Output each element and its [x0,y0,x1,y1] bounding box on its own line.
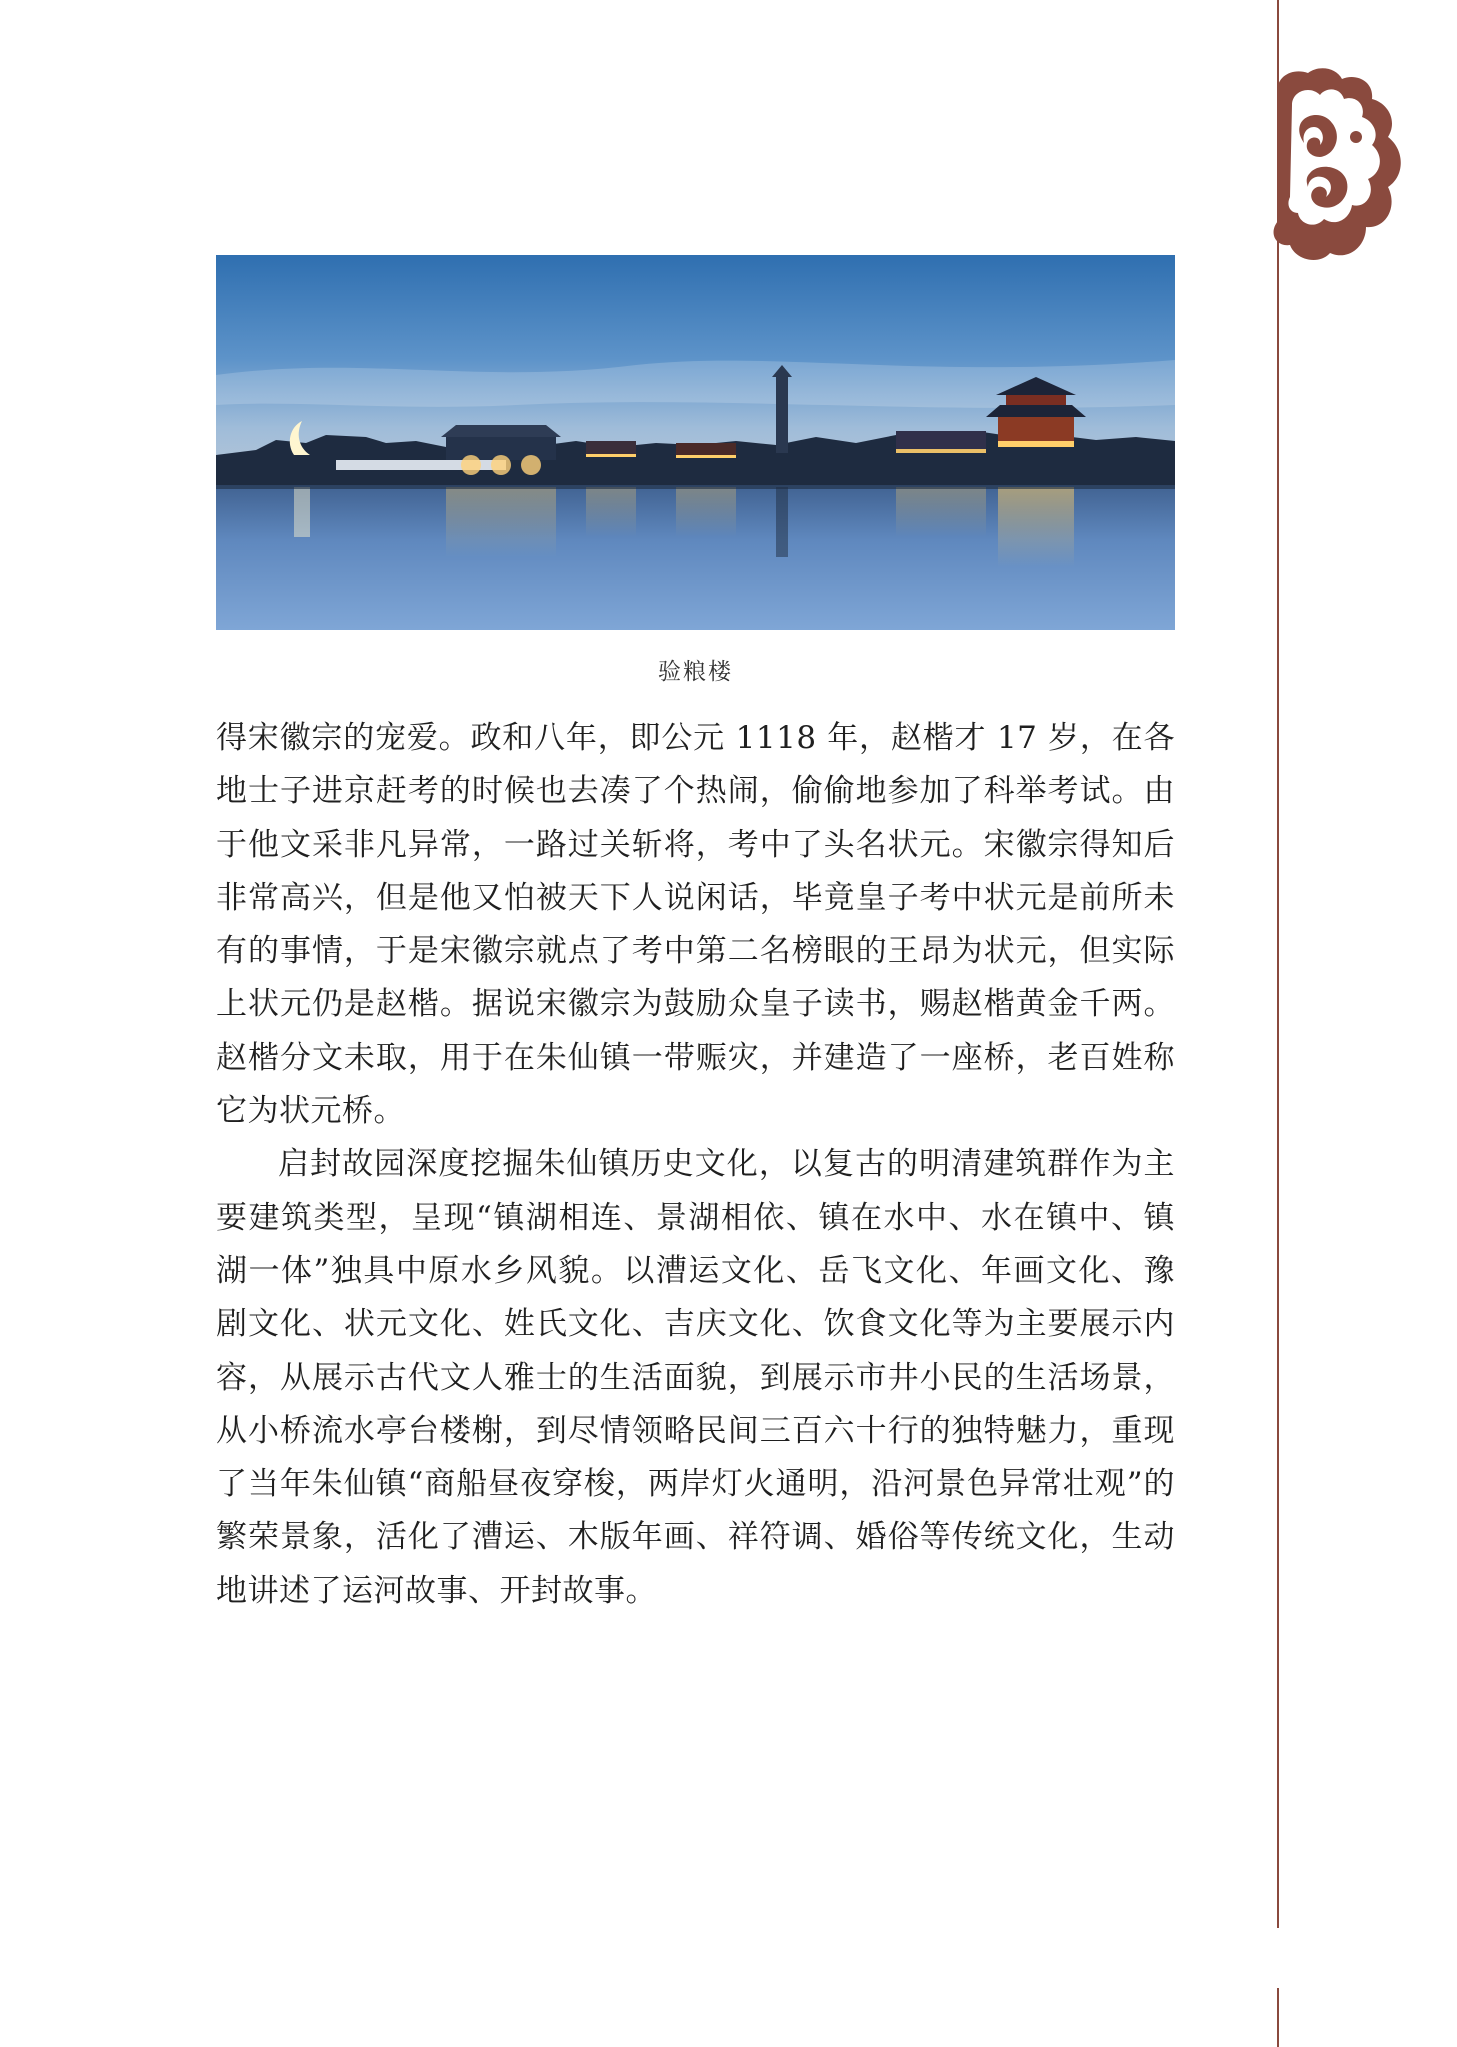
auspicious-cloud-icon [1270,65,1406,265]
photo-caption: 验粮楼 [658,659,733,685]
paragraph-1: 得宋徽宗的宠爱。政和八年，即公元 1118 年，赵楷才 17 岁，在各地士子进京赶考的时候也去凑了个热闹，偷偷地参加了科举考试。由于他文采非凡异常，一路过关斩将，考中了头名状元。宋徽宗得知后非常高兴，但是他又怕被天下人说闲话，毕竟皇子考中状元是前所未有的事情，于是宋徽宗就点了考中第二名榜眼的王昂为状元，但实际上状元仍是赵楷。据说宋徽宗为鼓励众皇子读书，赐赵楷黄金千两。赵楷分文未取，用于在朱仙镇一带赈灾，并建造了一座桥，老百姓称它为状元桥。 [216,720,1175,1130]
margin-rule [1277,0,1279,1928]
body-text [216,712,1175,1618]
nighttime-lakeside-pavilion-photo [216,255,1175,630]
paragraph-2: 启封故园深度挖掘朱仙镇历史文化，以复古的明清建筑群作为主要建筑类型，呈现“镇湖相连、景湖相依、镇在水中、水在镇中、镇湖一体”独具中原水乡风貌。以漕运文化、岳飞文化、年画文化、豫剧文化、状元文化、姓氏文化、吉庆文化、饮食文化等为主要展示内容，从展示古代文人雅士的生活面貌，到展示市井小民的生活场景，从小桥流水亭台楼榭，到尽情领略民间三百六十行的独特魅力，重现了当年朱仙镇“商船昼夜穿梭，两岸灯火通明，沿河景色异常壮观”的繁荣景象，活化了漕运、木版年画、祥符调、婚俗等传统文化，生动地讲述了运河故事、开封故事。 [216,1146,1175,1609]
margin-rule-lower [1277,1988,1279,2047]
